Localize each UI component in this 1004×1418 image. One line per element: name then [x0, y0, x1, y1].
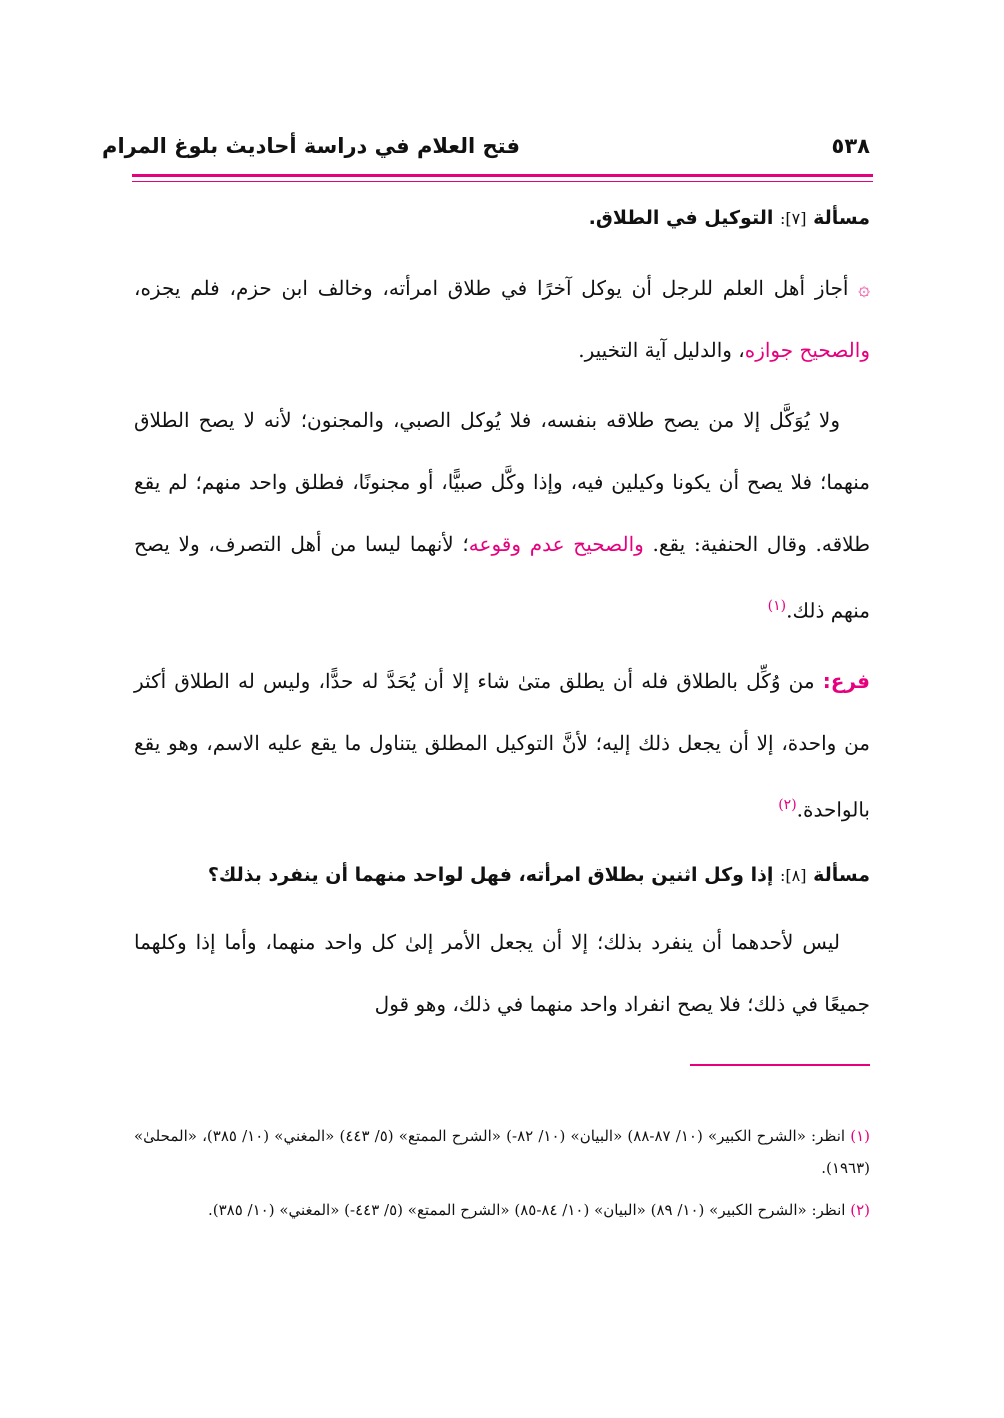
paragraph-text: ليس لأحدهما أن ينفرد بذلك؛ إلا أن يجعل الأمر إلىٰ كل واحد منهما، وأما إذا وكلهما جميعًا في ذلك؛ فلا يصح انفراد واحد منهما في ذلك، وهو قول [134, 930, 870, 1017]
main-text [134, 188, 870, 1035]
footnote-2 [134, 1194, 870, 1226]
question-number: [٧]: [780, 209, 807, 228]
paragraph-2 [134, 389, 870, 642]
paragraph-text: ، والدليل آية التخيير. [578, 338, 745, 362]
running-title: فتح العلام في دراسة أحاديث بلوغ المرام [102, 134, 520, 158]
paragraph-text: ولا يُوَكَّل إلا من يصح طلاقه بنفسه، فلا يُوكل الصبي، والمجنون؛ لأنه لا يصح الطلاق منهما؛ فلا يصح أن يكونا وكيلين فيه، وإذا وكَّل صبيًّا، أو مجنونًا، فطلق واحد منهم؛ لم يقع طلاقه. وقال الحنفية: يقع. [134, 408, 870, 556]
header-rule-thin [132, 181, 873, 182]
paragraph-text: ؛ لأنهما ليسا من أهل التصرف، ولا يصح منهم ذلك. [134, 532, 870, 623]
question-8-heading [134, 848, 870, 903]
footnote-text: انظر: «الشرح الكبير» (١٠/ ٨٧-٨٨) «البيان» (١٠/ ٨٢-) «الشرح الممتع» (٥/ ٤٤٣) «المغني» (١٠/ ٣٨٥)، «المحلىٰ» (١٩٦٣). [134, 1127, 870, 1177]
footnote-mark: (٢) [850, 1201, 870, 1219]
footnote-separator [690, 1064, 870, 1066]
highlighted-opinion: والصحيح جوازه [744, 338, 870, 362]
footnote-ref-1[interactable]: (١) [767, 598, 787, 614]
paragraph-text: من وُكِّل بالطلاق فله أن يطلق متىٰ شاء إلا أن يُحَدَّ له حدًّا، وليس له الطلاق أكثر من واحدة، إلا أن يجعل ذلك إليه؛ لأنَّ التوكيل المطلق يتناول ما يقع عليه الاسم، وهو يقع بالواحدة. [134, 668, 870, 822]
paragraph-3 [134, 650, 870, 841]
footnote-1 [134, 1120, 870, 1184]
paragraph-text: أجاز أهل العلم للرجل أن يوكل آخرًا في طلاق امرأته، وخالف ابن حزم، فلم يجزه، [134, 276, 859, 300]
paragraph-4 [134, 911, 870, 1035]
question-title: التوكيل في الطلاق. [588, 207, 774, 229]
header-rule [132, 174, 873, 177]
highlighted-opinion: والصحيح عدم وقوعه [468, 532, 644, 556]
paragraph-1 [134, 257, 870, 381]
question-7-heading [134, 188, 870, 249]
question-label: مسألة [813, 864, 870, 887]
footnote-ref-2[interactable]: (٢) [778, 796, 797, 813]
branch-label: فرع: [822, 668, 870, 693]
page-header [102, 134, 870, 168]
question-label: مسألة [813, 207, 870, 229]
footnote-text: انظر: «الشرح الكبير» (١٠/ ٨٩) «البيان» (١٠/ ٨٤-٨٥) «الشرح الممتع» (٥/ ٤٤٣-) «المغني» (١٠/ ٣٨٥). [207, 1201, 851, 1219]
question-number: [٨]: [780, 866, 807, 886]
question-title: إذا وكل اثنين بطلاق امرأته، فهل لواحد منهما أن ينفرد بذلك؟ [207, 864, 774, 887]
footnote-mark: (١) [850, 1127, 870, 1145]
page-number: ٥٣٨ [831, 134, 870, 158]
footnotes [134, 1120, 870, 1236]
flower-icon: ۞ [858, 276, 871, 300]
